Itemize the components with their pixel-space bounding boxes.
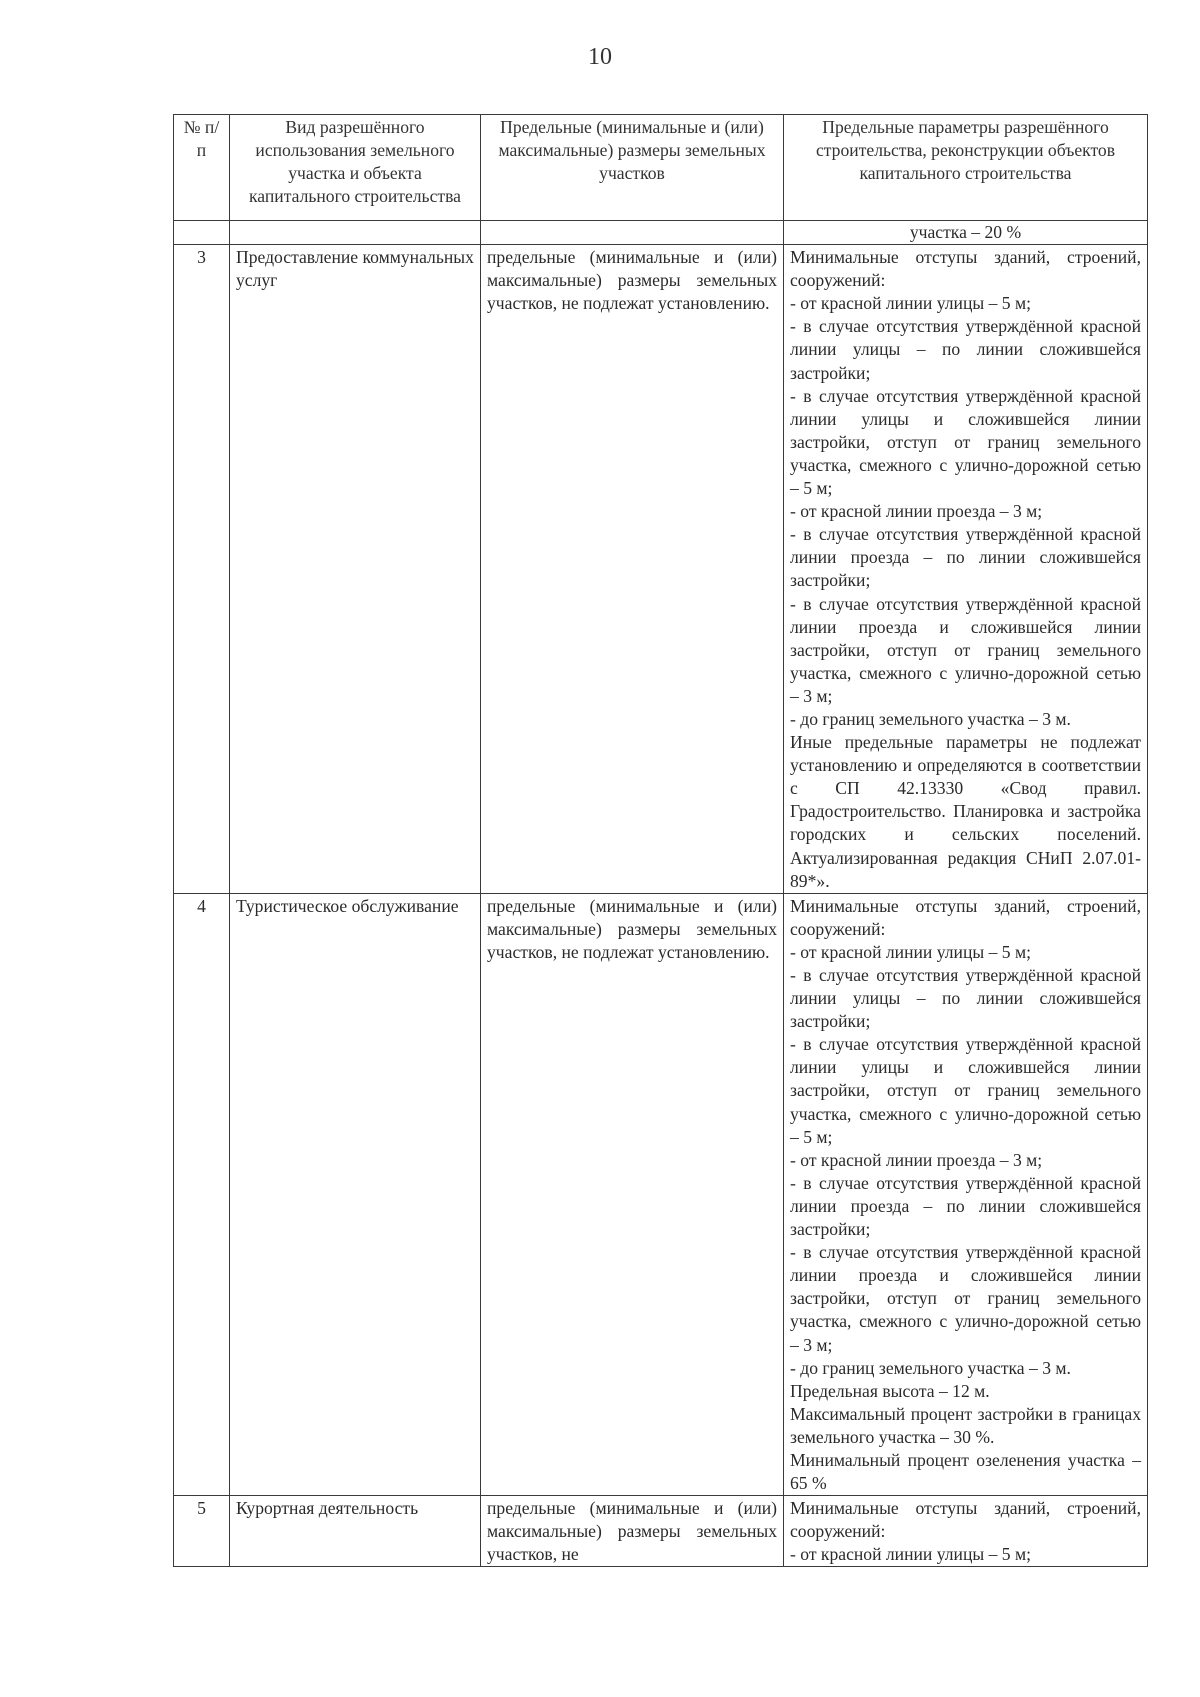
param-line: Минимальные отступы зданий, строений, сооружений:: [790, 247, 1141, 291]
header-number: № п/п: [174, 115, 230, 221]
param-line: - от красной линии проезда – 3 м;: [790, 1149, 1043, 1170]
cell-use-kind: Предоставление коммунальных услуг: [230, 245, 481, 894]
param-line: Иные предельные параметры не подлежат установлению и определяются в соответствии с СП 42.13330 «Свод правил. Градостроительство. Планировка и застройка городских и сельских поселений. Актуализированная редакция СНиП 2.07.01-89*».: [790, 732, 1141, 891]
param-line: - в случае отсутствия утверждённой красной линии проезда и сложившейся линии застройки, отступ от границ земельного участка, смежного с улично-дорожной сетью – 3 м;: [790, 593, 1141, 706]
cell-number: 5: [174, 1496, 230, 1567]
param-line: - в случае отсутствия утверждённой красной линии улицы – по линии сложившейся застройки;: [790, 965, 1141, 1032]
param-line: - от красной линии проезда – 3 м;: [790, 501, 1043, 522]
page-number: 10: [588, 44, 612, 70]
param-line: - от красной линии улицы – 5 м;: [790, 1544, 1032, 1565]
table-row: [174, 1496, 1148, 1567]
param-line: Минимальный процент озеленения участка – 65 %: [790, 1449, 1141, 1494]
table-row: [174, 245, 1148, 894]
cell-use-kind: Туристическое обслуживание: [230, 893, 481, 1495]
cell-number: 3: [174, 245, 230, 894]
param-line: Минимальные отступы зданий, строений, сооружений:: [790, 895, 1141, 939]
param-line: - до границ земельного участка – 3 м.: [790, 708, 1071, 729]
param-line: - от красной линии улицы – 5 м;: [790, 293, 1032, 314]
param-line: Предельная высота – 12 м.: [790, 1380, 990, 1401]
param-line: Минимальные отступы зданий, строений, сооружений:: [790, 1498, 1141, 1542]
header-use-kind: Вид разрешённого использования земельного участка и объекта капитального строительства: [230, 115, 481, 221]
table-header-row: [174, 115, 1148, 221]
param-line: - в случае отсутствия утверждённой красной линии проезда – по линии сложившейся застройки;: [790, 1172, 1141, 1240]
cell-use-kind: Курортная деятельность: [230, 1496, 481, 1567]
cell-plot-size: предельные (минимальные и (или) максимальные) размеры земельных участков, не подлежат установлению.: [481, 893, 784, 1495]
cell-plot-size: предельные (минимальные и (или) максимальные) размеры земельных участков, не: [481, 1496, 784, 1567]
cell-build-params: [784, 1496, 1148, 1567]
param-line: Максимальный процент застройки в границах земельного участка – 30 %.: [790, 1403, 1141, 1447]
param-line: - в случае отсутствия утверждённой красной линии улицы и сложившейся линии застройки, отступ от границ земельного участка, смежного с улично-дорожной сетью – 5 м;: [790, 1034, 1141, 1147]
table-row-continuation: [174, 221, 1148, 245]
header-plot-size: Предельные (минимальные и (или) максимальные) размеры земельных участков: [481, 115, 784, 221]
cell-empty: [230, 221, 481, 245]
cell-build-params: [784, 245, 1148, 894]
param-line: - в случае отсутствия утверждённой красной линии улицы и сложившейся линии застройки, отступ от границ земельного участка, смежного с улично-дорожной сетью – 5 м;: [790, 385, 1141, 499]
cell-empty: [481, 221, 784, 245]
header-build-params: Предельные параметры разрешённого строительства, реконструкции объектов капитального строительства: [784, 115, 1148, 221]
cell-number: 4: [174, 893, 230, 1495]
cell-continuation: участка – 20 %: [784, 221, 1148, 245]
param-line: - в случае отсутствия утверждённой красной линии проезда – по линии сложившейся застройки;: [790, 524, 1141, 591]
param-line: - в случае отсутствия утверждённой красной линии проезда и сложившейся линии застройки, отступ от границ земельного участка, смежного с улично-дорожной сетью – 3 м;: [790, 1242, 1141, 1355]
table-row: [174, 893, 1148, 1495]
regulations-table: [173, 114, 1148, 1567]
cell-build-params: [784, 893, 1148, 1495]
param-line: - в случае отсутствия утверждённой красной линии улицы – по линии сложившейся застройки;: [790, 316, 1141, 383]
cell-empty: [174, 221, 230, 245]
cell-plot-size: предельные (минимальные и (или) максимальные) размеры земельных участков, не подлежат установлению.: [481, 245, 784, 894]
param-line: - от красной линии улицы – 5 м;: [790, 941, 1032, 962]
param-line: - до границ земельного участка – 3 м.: [790, 1357, 1071, 1378]
